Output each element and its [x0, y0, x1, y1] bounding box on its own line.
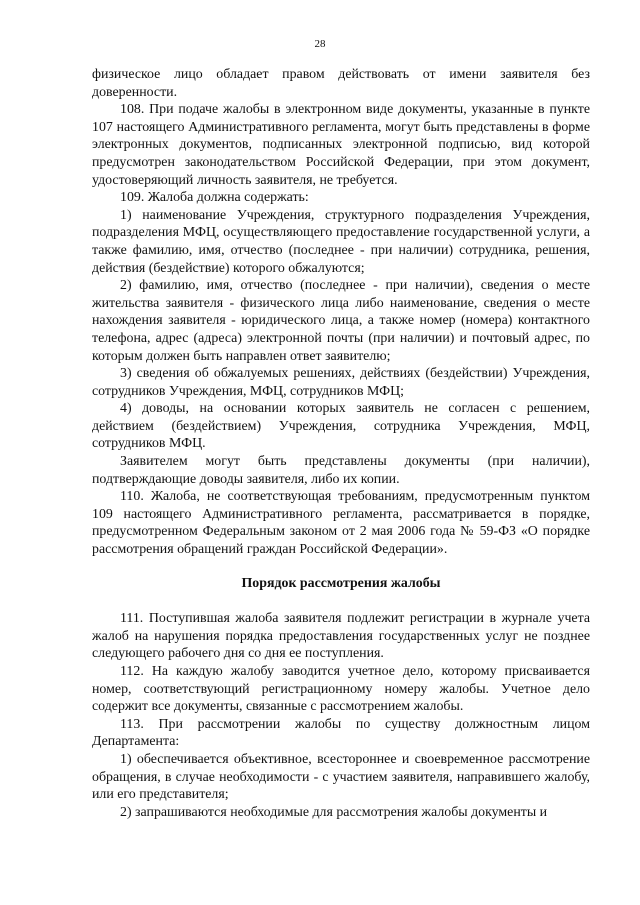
paragraph-113-item-2: 2) запрашиваются необходимые для рассмотрения жалобы документы и	[120, 804, 548, 820]
paragraph-109-item-1: 1) наименование Учреждения, структурного подразделения Учреждения, подразделения МФЦ, осуществляющего предоставление государственной услуги, а также фамилию, имя, отчество (последнее - при наличии) сотрудника, решения, действия (бездействие) которого обжалуются;	[92, 207, 590, 276]
section-heading: Порядок рассмотрения жалобы	[241, 575, 441, 591]
paragraph-109-item-2: 2) фамилию, имя, отчество (последнее - при наличии), сведения о месте жительства заявителя - физического лица либо наименование, сведения о месте нахождения заявителя - юридического лица, а также номер (номера) контактного телефона, адрес (адреса) электронной почты (при наличии) и почтовый адрес, по которым должен быть направлен ответ заявителю;	[92, 278, 590, 364]
paragraph-112: 112. На каждую жалобу заводится учетное дело, которому присваивается номер, соответствующий регистрационному номеру жалобы. Учетное дело содержит все документы, связанные с рассмотрением жалобы.	[92, 664, 590, 715]
paragraph-109: 109. Жалоба должна содержать:	[120, 190, 309, 206]
paragraph-111: 111. Поступившая жалоба заявителя подлежит регистрации в журнале учета жалоб на нарушения порядка предоставления государственных услуг не позднее следующего рабочего дня со дня ее поступления.	[92, 611, 590, 662]
paragraph-109-note: Заявителем могут быть представлены документы (при наличии), подтверждающие доводы заявителя, либо их копии.	[92, 454, 590, 487]
paragraph-110: 110. Жалоба, не соответствующая требованиям, предусмотренным пунктом 109 настоящего Административного регламента, рассматривается в порядке, предусмотренном Федеральным законом от 2 мая 2006 года № 59-ФЗ «О порядке рассмотрения обращений граждан Российской Федерации».	[92, 489, 590, 558]
paragraph-113-item-1: 1) обеспечивается объективное, всестороннее и своевременное рассмотрение обращения, в случае необходимости - с участием заявителя, направившего жалобу, или его представителя;	[92, 751, 590, 803]
paragraph-108: 108. При подаче жалобы в электронном виде документы, указанные в пункте 107 настоящего Административного регламента, могут быть представлены в форме электронных документов, подписанных электронной подписью, вид которой предусмотрен законодательством Российской Федерации, при этом документ, удостоверяющий личность заявителя, не требуется.	[92, 102, 590, 188]
document-body	[92, 66, 590, 821]
paragraph-continuation: физическое лицо обладает правом действовать от имени заявителя без доверенности.	[92, 67, 590, 100]
paragraph-109-item-4: 4) доводы, на основании которых заявитель не согласен с решением, действием (бездействием) Учреждения, сотрудника Учреждения, МФЦ, сотрудников МФЦ.	[92, 401, 590, 452]
paragraph-113: 113. При рассмотрении жалобы по существу должностным лицом Департамента:	[92, 716, 590, 750]
paragraph-109-item-3: 3) сведения об обжалуемых решениях, действиях (бездействии) Учреждения, сотрудников Учреждения, МФЦ, сотрудников МФЦ;	[92, 366, 590, 399]
page-number: 28	[314, 38, 326, 50]
